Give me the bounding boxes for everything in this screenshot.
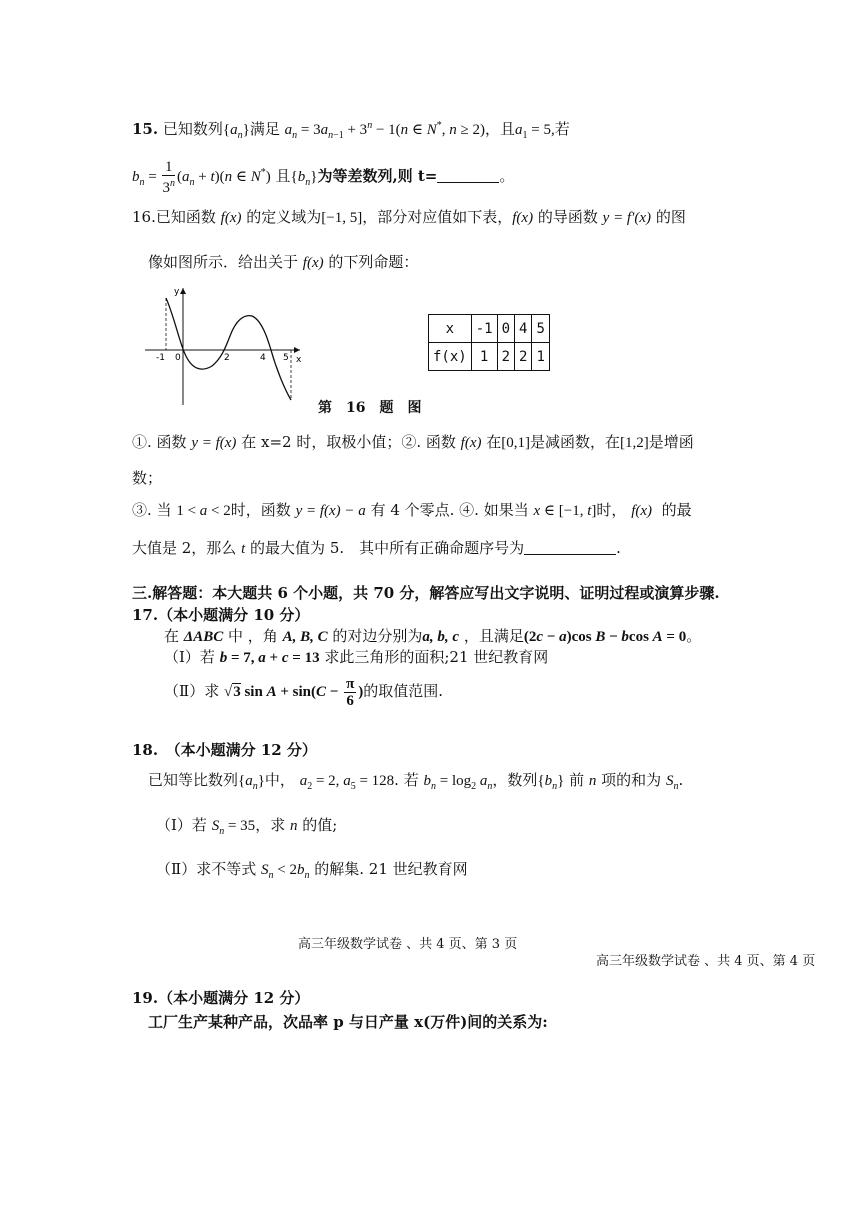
q15-line1 (132, 116, 570, 146)
q19-header: 19.（本小题满分 12 分） (132, 989, 310, 1007)
q17-header: 17.（本小题满分 10 分） (132, 606, 310, 624)
q15-line2 (132, 156, 514, 200)
q18-text: 前 (569, 771, 585, 789)
q16-line2 (148, 252, 418, 273)
q17-text: ，且满足 (463, 627, 524, 645)
table-header-label: x (429, 315, 472, 343)
q18-text: 的值; (302, 816, 338, 834)
q16-statement-text: 的最 (661, 501, 692, 519)
q18-text: 的解集. 21 世纪教育网 (314, 860, 468, 878)
q17-part2 (164, 674, 443, 709)
q15-text: 且 (275, 167, 291, 185)
q15-formula-a1: $a_1 = 5$, (515, 122, 555, 141)
q18-text: 已知等比数列 (148, 771, 239, 789)
table-cell: -1 (471, 315, 497, 343)
q16-formula-fx: f(x) (302, 255, 324, 271)
figure-caption: 第 16 题 图 (318, 400, 422, 416)
q15-text: 为等差数列,则 t= (317, 167, 438, 185)
q15-answer-blank (437, 168, 499, 183)
q15-formula-bn: $b_n$ = $\frac{1}{3^n}$ $(a_n + t)(n$ ∈ N*) (132, 159, 271, 197)
q18-part2 (156, 859, 468, 886)
q17-formula-angles: A, B, C (282, 629, 328, 645)
q16-formula-fx: f(x) (512, 210, 534, 226)
q18-text: ，数列 (492, 771, 538, 789)
q18-text: . (678, 771, 684, 789)
table-cell: 2 (515, 343, 532, 371)
q16-formula-interval-12: [1,2] (620, 435, 649, 451)
x-axis-arrow (294, 347, 300, 353)
page-footer: 高三年级数学试卷 、共 4 页、第 4 页 (596, 954, 816, 969)
q15-text: ，且 (485, 120, 516, 138)
q18-formula-inequality: $S_n < 2b_n$ (260, 862, 310, 881)
q17-text: 的对边分别为 (332, 627, 423, 645)
q16-statement-text: 大值是 2，那么 (132, 539, 237, 557)
page-footer: 高三年级数学试卷 、共 4 页、第 3 页 (298, 937, 518, 952)
q16-text: 的下列命题： (328, 253, 419, 271)
q18-formula-sn: $S_n$ (665, 773, 679, 792)
q18-text: . 若 (394, 771, 419, 789)
table-row (429, 343, 550, 371)
q16-number: 16. (132, 208, 156, 226)
q16-text: 已知函数 (155, 208, 216, 226)
q16-formula-t: t (241, 541, 246, 557)
q15-text: 已知数列 (162, 120, 223, 138)
q16-statement-text: 是减函数，在 (530, 433, 621, 451)
q16-formula-derivative: y = f′(x) (602, 210, 652, 226)
q16-text: ，部分对应值如下表， (362, 208, 513, 226)
q15-text: 若 (554, 120, 570, 138)
q16-formula-fx: f(x) (460, 435, 482, 451)
q16-formula-fx: f(x) (220, 210, 242, 226)
q18-text: ，求 (255, 816, 286, 834)
y-axis-label: y (174, 287, 180, 297)
table-cell: 0 (497, 315, 514, 343)
q17-text: 求此三角形的面积;21 世纪教育网 (324, 648, 549, 666)
q16-statement-text: 时，函数 (230, 501, 291, 519)
derivative-graph (140, 280, 315, 408)
q17-text: （Ⅰ）若 (164, 648, 215, 666)
q16-formula-interval-01: [0,1] (501, 435, 531, 451)
q18-text: 中， (264, 771, 295, 789)
q16-statement-text: . (616, 539, 621, 557)
q15-text: 满足 (249, 120, 280, 138)
tick-label-2: 2 (224, 353, 230, 363)
q16-statement-line3 (132, 500, 692, 521)
q18-text: 项的和为 (601, 771, 662, 789)
q16-statement-text: ①. 函数 (132, 433, 187, 451)
q16-text: 的定义域为 (246, 208, 322, 226)
q17-formula-sides: a, b, c (422, 629, 460, 645)
table-cell: 2 (497, 343, 514, 371)
q16-statement-text: 在 x=2 时，取极小值；②. 函数 (241, 433, 456, 451)
q18-intro (148, 770, 683, 797)
tick-label-neg1: -1 (156, 353, 165, 363)
q16-text: 的导函数 (537, 208, 598, 226)
q16-formula-fx: f(x) (631, 503, 653, 519)
q19-intro: 工厂生产某种产品，次品率 p 与日产量 x(万件)间的关系为: (148, 1013, 548, 1031)
q17-text: （Ⅱ）求 (164, 682, 220, 700)
q16-formula-domain: [−1, 5] (321, 210, 363, 226)
fx-value-table (428, 314, 550, 371)
q18-formula-values: $a_2 = 2$, $a_5 = 128$ (299, 773, 395, 792)
q15-formula-recurrence: $a_n = 3a_{n-1} + 3^n - 1(n$ ∈ N*, n ≥ 2) (284, 120, 486, 141)
q18-text: （Ⅱ）求不等式 (156, 860, 257, 878)
q16-line1 (132, 207, 686, 228)
q18-formula-n: n (289, 818, 298, 834)
q17-formula-triangle: ΔABC (183, 629, 224, 645)
q18-formula-bn-set: $\{b_n\}$ (537, 773, 565, 792)
table-row-label: f(x) (429, 343, 472, 371)
q16-statement-text: 是增函 (648, 433, 694, 451)
q16-formula-y-fx-a: y = f(x) − a (295, 503, 366, 519)
q17-formula-condition: (2c − a)cos B − bcos A = 0 (523, 629, 687, 645)
q18-header: 18. （本小题满分 12 分） (132, 741, 317, 759)
q18-formula-bn: $b_n = \log_2 a_n$ (423, 773, 493, 792)
q15-text: 。 (499, 167, 515, 185)
q16-answer-blank (524, 540, 616, 555)
section3-heading: 三.解答题：本大题共 6 个小题，共 70 分，解答应写出文字说明、证明过程或演算步骤. (132, 584, 720, 602)
table-row (429, 315, 550, 343)
table-cell: 1 (532, 343, 549, 371)
q15-number: 15. (132, 120, 159, 138)
q18-formula-an: $\{a_n\}$ (238, 773, 265, 792)
q15-formula-bn-set: $\{b_n\}$ (290, 169, 318, 188)
q16-statement-line4 (132, 538, 621, 559)
q16-statement-line1 (132, 432, 694, 453)
x-axis-label: x (296, 355, 302, 365)
table-cell: 4 (515, 315, 532, 343)
derivative-curve (166, 298, 291, 400)
q16-statement-text: ③. 当 (132, 501, 172, 519)
q18-formula-n: n (588, 773, 597, 789)
q17-intro (164, 626, 701, 647)
q18-formula-sn-35: $S_n = 35$ (211, 818, 256, 837)
q18-text: （Ⅰ）若 (156, 816, 207, 834)
q17-text: 在 (164, 627, 180, 645)
q17-text: 的取值范围. (363, 682, 444, 700)
q15-formula-an: $\{a_n\}$ (222, 122, 250, 141)
q16-formula-y-fx: y = f(x) (191, 435, 237, 451)
q16-formula-a-range: 1 < a < 2 (176, 503, 231, 519)
q16-statement-text: 时， (596, 501, 627, 519)
q18-part1 (156, 815, 337, 842)
q16-text: 像如图所示．给出关于 (148, 253, 299, 271)
q16-text: 的图 (655, 208, 686, 226)
tick-label-0: 0 (175, 353, 181, 363)
q16-formula-x-interval: x ∈ [−1, t] (533, 503, 597, 519)
q16-statement-text: 的最大值为 5. 其中所有正确命题序号为 (250, 539, 525, 557)
y-axis-arrow (180, 288, 186, 294)
q17-part1 (164, 647, 548, 668)
table-cell: 5 (532, 315, 549, 343)
tick-label-4: 4 (260, 353, 266, 363)
q17-text: 中 ，角 (228, 627, 278, 645)
table-cell: 1 (471, 343, 497, 371)
q17-formula-values: b = 7, a + c = 13 (219, 650, 320, 666)
tick-label-5: 5 (283, 353, 289, 363)
q16-statement-text: 有 4 个零点. ④. 如果当 (370, 501, 529, 519)
q17-text: 。 (686, 627, 702, 645)
q16-statement-text: 在 (486, 433, 502, 451)
q17-formula-expression: √3 sin A + sin(C − $\frac{\pi}{6}$ ) (223, 676, 364, 710)
q16-statement-line2: 数； (132, 469, 163, 487)
